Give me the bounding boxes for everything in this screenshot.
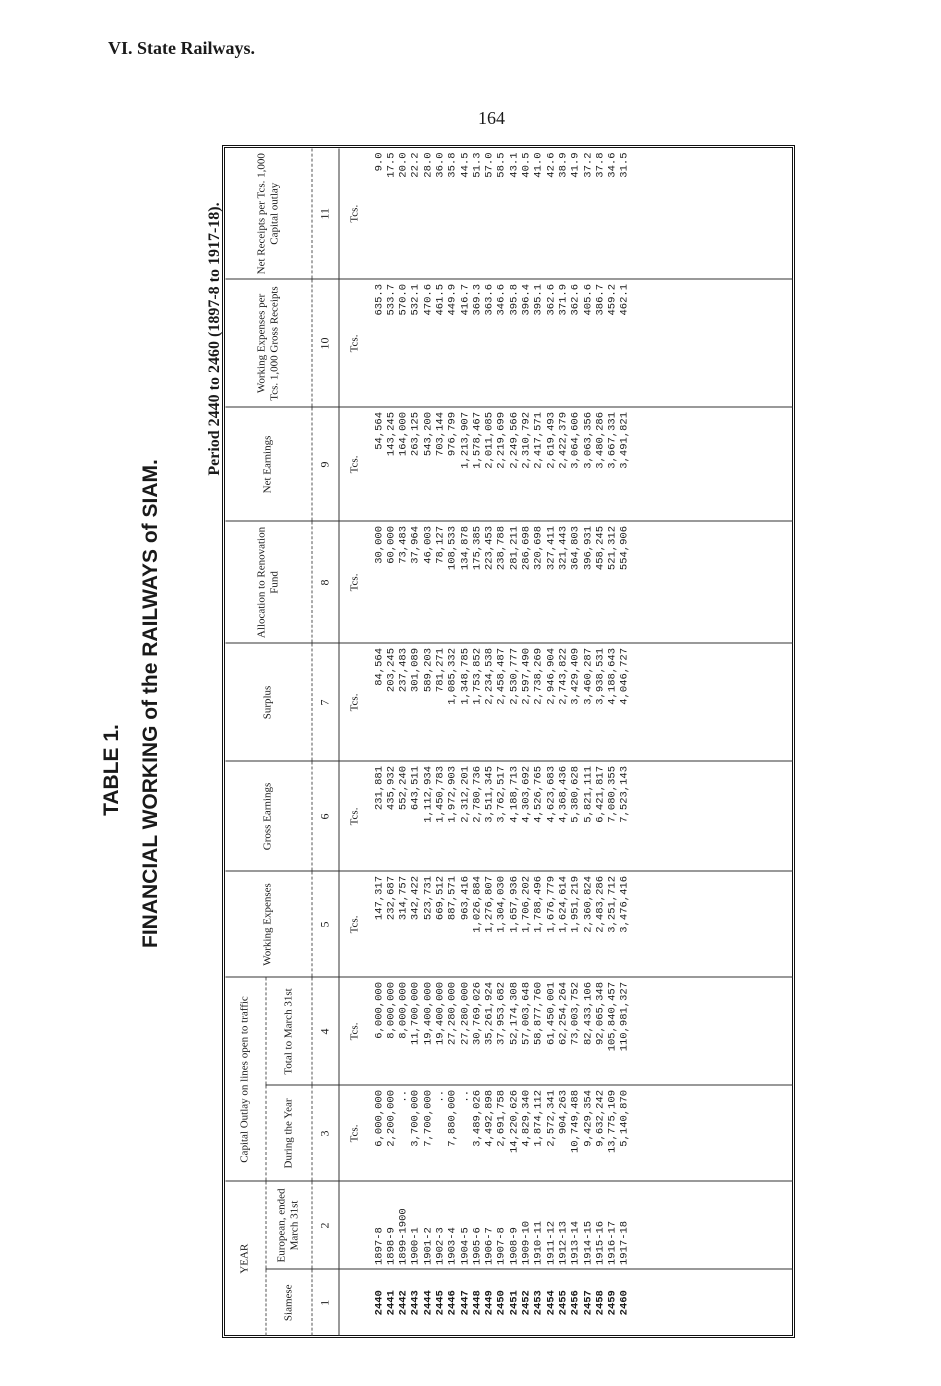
table-cell: 1,753,852 (470, 647, 483, 705)
table-cell: 781,271 (433, 647, 446, 692)
table-cell: 2458 (593, 1289, 606, 1315)
table-cell: 8,000,000 (397, 981, 410, 1039)
table-cell: 4,303,692 (520, 765, 533, 823)
gross-earnings-header: Gross Earnings (225, 761, 311, 871)
table-cell: 363.6 (483, 283, 496, 315)
table-cell: 523,731 (421, 875, 434, 920)
table-cell: 52,174,308 (507, 981, 520, 1045)
table-cell: 27,280,000 (458, 981, 471, 1045)
table-cell: 1900-1 (409, 1226, 422, 1265)
table-cell: 887,571 (446, 875, 459, 920)
column-number: 10 (311, 279, 338, 407)
table-cell: 28.0 (421, 151, 434, 178)
table-cell: 2455 (556, 1289, 569, 1315)
gross-earnings-column (371, 761, 793, 871)
table-cell: 396.4 (520, 283, 533, 315)
table-cell: 17.5 (384, 151, 397, 178)
table-cell: 635.3 (372, 283, 385, 315)
table-cell: 11,700,000 (409, 981, 422, 1045)
table-cell: 30,000 (372, 525, 385, 564)
table-cell: 5,380,628 (569, 765, 582, 823)
table-cell: 51.3 (470, 151, 483, 178)
table-cell: 1,951,219 (569, 875, 582, 933)
unit-label: Tcs. (338, 871, 371, 977)
allocation-header: Allocation to Renovation Fund (225, 521, 311, 643)
table-cell: 2448 (470, 1289, 483, 1315)
table-cell: 1,026,884 (470, 875, 483, 933)
table-cell: 1905-6 (470, 1226, 483, 1265)
table-cell: 134,878 (458, 525, 471, 570)
table-cell: 2,310,792 (520, 411, 533, 469)
table-cell: 19,400,000 (433, 981, 446, 1045)
table-cell: 7,880,000 (446, 1089, 459, 1147)
table-cell: 7,080,355 (606, 765, 619, 823)
table-cell: 3,667,331 (606, 411, 619, 469)
table-cell: 369.3 (470, 283, 483, 315)
table-cell: 1913-14 (569, 1220, 582, 1265)
year-group-header: YEAR (225, 1181, 265, 1335)
table-cell: 14,220,626 (507, 1089, 520, 1153)
table-cell: 362.6 (569, 283, 582, 315)
table-cell: 4,492,898 (483, 1089, 496, 1147)
table-cell: 1901-2 (421, 1226, 434, 1265)
net-earnings-header: Net Earnings (225, 407, 311, 521)
table-cell: 703,144 (433, 411, 446, 456)
table-cell: 1,348,785 (458, 647, 471, 705)
table-cell: 327,411 (544, 525, 557, 570)
table-cell: 7,523,143 (618, 765, 631, 823)
table-cell: 57,003,648 (520, 981, 533, 1045)
allocation-column (371, 521, 793, 643)
during-year-header: During the Year (265, 1085, 311, 1181)
table-cell: 1897-8 (372, 1226, 385, 1265)
table-cell: 4,526,765 (532, 765, 545, 823)
column-number: 2 (311, 1181, 338, 1269)
table-cell: 41.9 (569, 151, 582, 178)
table-cell: 2,417,571 (532, 411, 545, 469)
table-cell: 346.6 (495, 283, 508, 315)
table-cell: 62,254,264 (556, 981, 569, 1045)
table-cell: 416.7 (458, 283, 471, 315)
table-cell: 1907-8 (495, 1226, 508, 1265)
table-cell: 35,261,924 (483, 981, 496, 1045)
table-cell: 9,429,354 (581, 1089, 594, 1147)
table-cell: 2456 (569, 1289, 582, 1315)
table-label: TABLE 1. (100, 724, 123, 816)
table-cell: 232,687 (384, 875, 397, 920)
unit-label: Tcs. (338, 643, 371, 761)
table-cell: .. (458, 1089, 471, 1103)
table-cell: 2,458,487 (495, 647, 508, 705)
table-cell: 2,312,201 (458, 765, 471, 823)
table-cell: 1908-9 (507, 1226, 520, 1265)
table-cell: 237,483 (397, 647, 410, 692)
table-cell: 3,064,606 (569, 411, 582, 469)
unit-label: Tcs. (338, 977, 371, 1085)
table-cell: 58,877,760 (532, 981, 545, 1045)
table-cell: 3,251,712 (606, 875, 619, 933)
unit-label: Tcs. (338, 148, 371, 279)
table-cell: 2,483,286 (593, 875, 606, 933)
table-cell: 34.6 (606, 151, 619, 178)
table-cell: 1,085,332 (446, 647, 459, 705)
table-cell: 281,211 (507, 525, 520, 570)
table-cell: 371.9 (556, 283, 569, 315)
period-label: Period 2440 to 2460 (1897-8 to 1917-18). (206, 202, 223, 476)
table-cell: 570.0 (397, 283, 410, 315)
table-cell: 73,003,752 (569, 981, 582, 1045)
table-cell: 54,564 (372, 411, 385, 450)
table-cell: 73,483 (397, 525, 410, 564)
table-cell: 4,188,713 (507, 765, 520, 823)
table-cell: 1911-12 (544, 1220, 557, 1265)
table-cell: 3,938,531 (593, 647, 606, 705)
table-cell: 521,312 (606, 525, 619, 570)
column-number: 5 (311, 871, 338, 977)
table-cell: 643,511 (409, 765, 422, 810)
table-cell: 223,453 (483, 525, 496, 570)
column-number: 6 (311, 761, 338, 871)
table-cell: 1912-13 (556, 1220, 569, 1265)
table-cell: 147,317 (372, 875, 385, 920)
unit-label: Tcs. (338, 407, 371, 521)
table-cell: 342,422 (409, 875, 422, 920)
net-per-1000-header: Net Receipts per Tcs. 1,000 Capital outlay (225, 148, 311, 279)
financial-table-frame (222, 145, 795, 1338)
table-cell: 976,799 (446, 411, 459, 456)
table-cell: 2460 (618, 1289, 631, 1315)
table-cell: 532.1 (409, 283, 422, 315)
table-cell: 2,234,538 (483, 647, 496, 705)
table-cell: 31.5 (618, 151, 631, 178)
table-cell: 4,623,683 (544, 765, 557, 823)
table-cell: 37.8 (593, 151, 606, 178)
table-cell: 2442 (397, 1289, 410, 1315)
table-cell: 9,632,242 (593, 1089, 606, 1147)
table-cell: 2,360,824 (581, 875, 594, 933)
table-cell: 2449 (483, 1289, 496, 1315)
table-cell: 2,011,085 (483, 411, 496, 469)
table-cell: 22.2 (409, 151, 422, 178)
unit-label: Tcs. (338, 761, 371, 871)
table-cell: 2454 (544, 1289, 557, 1315)
table-cell: 37.2 (581, 151, 594, 178)
table-cell: 1904-5 (458, 1226, 471, 1265)
table-cell: 1916-17 (606, 1220, 619, 1265)
table-cell: 84,564 (372, 647, 385, 686)
table-cell: 2450 (495, 1289, 508, 1315)
table-cell: 669,512 (433, 875, 446, 920)
table-cell: 2,738,269 (532, 647, 545, 705)
table-cell: 314,757 (397, 875, 410, 920)
table-cell: 7,700,000 (421, 1089, 434, 1147)
unit-label: Tcs. (338, 521, 371, 643)
column-number: 8 (311, 521, 338, 643)
table-cell: 435,932 (384, 765, 397, 810)
siamese-year-column (371, 1269, 793, 1335)
table-cell: 35.8 (446, 151, 459, 178)
unit-label: Tcs. (338, 279, 371, 407)
table-cell: 1,450,783 (433, 765, 446, 823)
table-cell: 44.5 (458, 151, 471, 178)
table-cell: 2459 (606, 1289, 619, 1315)
table-cell: 1,304,030 (495, 875, 508, 933)
table-cell: 58.5 (495, 151, 508, 178)
table-cell: 13,775,109 (606, 1089, 619, 1153)
table-cell: 362.6 (544, 283, 557, 315)
table-cell: 2,619,493 (544, 411, 557, 469)
table-cell: 6,000,000 (372, 981, 385, 1039)
table-cell: 449.9 (446, 283, 459, 315)
table-cell: .. (397, 1089, 410, 1103)
table-cell: 3,511,345 (483, 765, 496, 823)
table-cell: 1,706,202 (520, 875, 533, 933)
table-cell: 4,368,436 (556, 765, 569, 823)
table-cell: 1906-7 (483, 1226, 496, 1265)
table-cell: 904,263 (556, 1089, 569, 1134)
table-cell: 462.1 (618, 283, 631, 315)
table-cell: 5,821,111 (581, 765, 594, 823)
table-cell: 6,000,000 (372, 1089, 385, 1147)
table-cell: 263,125 (409, 411, 422, 456)
financial-table (225, 148, 792, 1335)
table-cell: 37,964 (409, 525, 422, 564)
table-cell: 27,280,000 (446, 981, 459, 1045)
table-cell: 37,953,682 (495, 981, 508, 1045)
table-cell: 1,578,467 (470, 411, 483, 469)
table-cell: 405.6 (581, 283, 594, 315)
table-cell: 231,881 (372, 765, 385, 810)
table-cell: 1917-18 (618, 1220, 631, 1265)
table-cell: 2,200,000 (384, 1089, 397, 1147)
table-cell: 105,840,457 (606, 981, 619, 1051)
table-cell: 552,240 (397, 765, 410, 810)
table-cell: 3,480,286 (593, 411, 606, 469)
table-cell: 2,572,341 (544, 1089, 557, 1147)
table-cell: 10,749,488 (569, 1089, 582, 1153)
table-cell: 461.5 (433, 283, 446, 315)
table-cell: 3,762,517 (495, 765, 508, 823)
table-cell: 459.2 (606, 283, 619, 315)
table-cell: 46,003 (421, 525, 434, 564)
total-march-header: Total to March 31st (265, 977, 311, 1085)
table-cell: 82,433,106 (581, 981, 594, 1045)
table-cell: 2444 (421, 1289, 434, 1315)
table-cell: 1902-3 (433, 1226, 446, 1265)
table-cell: 1,788,496 (532, 875, 545, 933)
table-cell: 2446 (446, 1289, 459, 1315)
table-cell: 321,443 (556, 525, 569, 570)
table-cell: 41.0 (532, 151, 545, 178)
table-cell: 2453 (532, 1289, 545, 1315)
table-cell: 1,657,936 (507, 875, 520, 933)
table-cell: 9.0 (372, 151, 385, 171)
table-cell: 3,491,821 (618, 411, 631, 469)
table-cell: 143,245 (384, 411, 397, 456)
table-cell: 6,421,817 (593, 765, 606, 823)
table-cell: 238,788 (495, 525, 508, 570)
table-cell: 110,981,327 (618, 981, 631, 1051)
table-cell: 2,422,379 (556, 411, 569, 469)
page-number: 164 (478, 108, 505, 128)
table-cell: 395.1 (532, 283, 545, 315)
net-per-1000-column (371, 148, 793, 279)
table-cell: 1898-9 (384, 1226, 397, 1265)
table-cell: 2457 (581, 1289, 594, 1315)
table-cell: 2,946,904 (544, 647, 557, 705)
wexp-per-1000-header: Working Expenses per Tcs. 1,000 Gross Receipts (225, 279, 311, 407)
table-cell: 61,450,001 (544, 981, 557, 1045)
table-title: FINANCIAL WORKING of the RAILWAYS of SIAM. (139, 459, 162, 948)
table-cell: 2447 (458, 1289, 471, 1315)
table-cell: 108,533 (446, 525, 459, 570)
table-cell: 1910-11 (532, 1220, 545, 1265)
table-cell: 395.8 (507, 283, 520, 315)
table-cell: 589,203 (421, 647, 434, 692)
table-cell: 364,803 (569, 525, 582, 570)
section-header: VI. State Railways. (108, 38, 255, 58)
table-cell: 38.9 (556, 151, 569, 178)
table-cell: 2440 (372, 1289, 385, 1315)
table-cell: 1,276,807 (483, 875, 496, 933)
table-cell: 2445 (433, 1289, 446, 1315)
table-cell: 533.7 (384, 283, 397, 315)
surplus-header: Surplus (225, 643, 311, 761)
table-cell: 320,698 (532, 525, 545, 570)
table-cell: 301,089 (409, 647, 422, 692)
table-cell: 458,245 (593, 525, 606, 570)
table-cell: 2443 (409, 1289, 422, 1315)
table-cell: 30,769,026 (470, 981, 483, 1045)
table-cell: 1,213,907 (458, 411, 471, 469)
table-cell: 78,127 (433, 525, 446, 564)
column-number: 1 (311, 1269, 338, 1335)
column-number: 7 (311, 643, 338, 761)
table-cell: 2,249,566 (507, 411, 520, 469)
table-cell: 1915-16 (593, 1220, 606, 1265)
table-cell: 3,063,356 (581, 411, 594, 469)
table-cell: 36.0 (433, 151, 446, 178)
table-cell: 470.6 (421, 283, 434, 315)
table-cell: 4,046,727 (618, 647, 631, 705)
table-cell: 2451 (507, 1289, 520, 1315)
table-cell: 2,530,777 (507, 647, 520, 705)
column-number: 4 (311, 977, 338, 1085)
table-cell: 4,829,340 (520, 1089, 533, 1147)
table-cell: 1,874,112 (532, 1089, 545, 1147)
table-cell: 57.0 (483, 151, 496, 178)
table-cell: 42.6 (544, 151, 557, 178)
table-cell: 60,000 (384, 525, 397, 564)
column-number: 3 (311, 1085, 338, 1181)
table-cell: 175,385 (470, 525, 483, 570)
table-cell: 3,429,409 (569, 647, 582, 705)
net-earnings-column (371, 407, 793, 521)
table-cell: 5,140,870 (618, 1089, 631, 1147)
table-cell: 543,200 (421, 411, 434, 456)
table-cell: 1899-1900 (397, 1207, 410, 1265)
table-cell: 3,489,026 (470, 1089, 483, 1147)
table-cell: 2452 (520, 1289, 533, 1315)
wexp-per-1000-column (371, 279, 793, 407)
table-cell: 43.1 (507, 151, 520, 178)
during-year-column (371, 1085, 793, 1181)
working-expenses-column (371, 871, 793, 977)
siamese-header: Siamese (265, 1269, 311, 1335)
table-cell: 19,400,000 (421, 981, 434, 1045)
table-cell: 1,112,934 (421, 765, 434, 823)
table-cell: 554,906 (618, 525, 631, 570)
table-cell: 2,691,758 (495, 1089, 508, 1147)
table-cell: 1,676,779 (544, 875, 557, 933)
table-cell: 1,972,903 (446, 765, 459, 823)
table-cell: 1914-15 (581, 1220, 594, 1265)
column-number: 11 (311, 148, 338, 279)
table-cell: 20.0 (397, 151, 410, 178)
table-cell: 3,700,000 (409, 1089, 422, 1147)
capital-group-header: Capital Outlay on lines open to traffic (225, 977, 265, 1181)
table-cell: 2441 (384, 1289, 397, 1315)
table-cell: 40.5 (520, 151, 533, 178)
table-cell: 3,460,287 (581, 647, 594, 705)
table-cell: 386.7 (593, 283, 606, 315)
table-cell: 2,219,699 (495, 411, 508, 469)
table-cell: 1909-10 (520, 1220, 533, 1265)
table-cell: 1903-4 (446, 1226, 459, 1265)
table-cell: .. (433, 1089, 446, 1103)
table-cell: 203,245 (384, 647, 397, 692)
financial-table-rotated (225, 148, 792, 1335)
unit-label: Tcs. (338, 1085, 371, 1181)
table-cell: 3,476,416 (618, 875, 631, 933)
table-cell: 4,188,643 (606, 647, 619, 705)
european-header: European, ended March 31st (265, 1181, 311, 1269)
table-cell: 164,000 (397, 411, 410, 456)
working-expenses-header: Working Expenses (225, 871, 311, 977)
table-cell: 286,698 (520, 525, 533, 570)
european-year-column (371, 1181, 793, 1269)
surplus-column (371, 643, 793, 761)
table-cell: 2,780,736 (470, 765, 483, 823)
table-cell: 1,624,614 (556, 875, 569, 933)
total-march-column (371, 977, 793, 1085)
table-cell: 2,597,490 (520, 647, 533, 705)
table-cell: 8,000,000 (384, 981, 397, 1039)
column-number: 9 (311, 407, 338, 521)
table-cell: 2,743,822 (556, 647, 569, 705)
table-cell: 963,416 (458, 875, 471, 920)
table-cell: 92,065,348 (593, 981, 606, 1045)
table-cell: 396,931 (581, 525, 594, 570)
